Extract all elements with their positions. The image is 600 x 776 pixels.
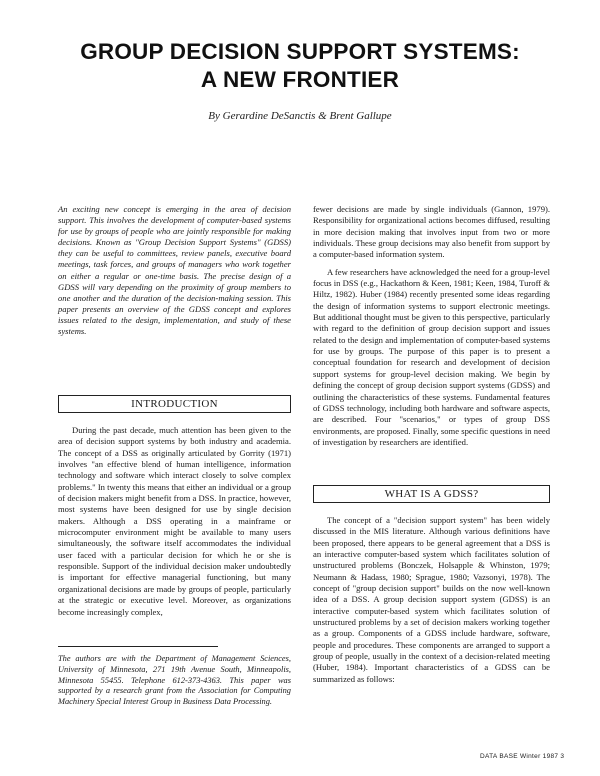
title-line-1: GROUP DECISION SUPPORT SYSTEMS:	[80, 39, 520, 64]
right-paragraph-2: A few researchers have acknowledged the need for a group-level focus in DSS (e.g., Hackathorn & Keen, 1981; Keen, 1984, Turoff & Hiltz, 1982). Huber (1984) recently presented some ideas regarding the design of information systems to support electronic meetings. But additional thought must be given to this perspective, particularly with regard to the definition of group decision support and issues related to the design and implementation of computer-based systems for use by groups. The purpose of this paper is to present a conceptual foundation for research and development of decision support systems for group-level decision making. We begin by defining the concept of group decision support systems (GDSS) and outlining the characteristics of these systems. Fundamental features of GDSS technology, including both hardware and software aspects, are described. Four "scenarios," or types of group DSS environments, are proposed. Finally, some specific questions in need of investigation by researchers are identified.	[313, 266, 550, 447]
section-heading-introduction: INTRODUCTION	[58, 395, 291, 413]
footnote-divider	[58, 646, 218, 647]
right-column-top	[313, 204, 550, 448]
right-paragraph-3: The concept of a "decision support system" has been widely discussed in the MIS literature. Although various definitions have been proposed, there appears to be general agreement that a DSS is an interactive computer-based system which facilitates solution of unstructured problems (Bonczek, Holsapple & Whinston, 1979; Neumann & Hadass, 1980; Sprague, 1980; Vazsonyi, 1978). The concept of "group decision support" builds on the now well-known idea of a DSS. A group decision support system (GDSS) is an interactive computer-based system which facilitates solution of unstructured problems by a set of decision makers working together as a group. Components of a GDSS include hardware, software, people and procedures. These components are arranged to support a group of people, usually in the context of a decision-related meeting (Huber, 1984). Important characteristics of a GDSS can be summarized as follows:	[313, 515, 550, 684]
page-title	[0, 38, 600, 94]
title-line-2: A NEW FRONTIER	[200, 67, 400, 92]
intro-text: During the past decade, much attention has been given to the area of decision support systems by both industry and academia. The concept of a DSS as originally articulated by Gorrity (1971) involves "an effective blend of human intelligence, information technology and software which interact closely to solve complex problems." In twenty this means that either an individual or a group of decision makers might benefit from a DSS. In practice, however, most systems have been designed for use by single decision makers. Although a DSS operating in a mainframe or microcomputer environment might be available to many users simultaneously, the software itself accommodates the individual user faced with a particular decision for which he or she is responsible. Support of the individual decision maker undoubtedly is important for effective managerial functioning, but many organizational decisions are made by groups of people, particularly at the strategic or executive level. Moreover, as organizations become increasingly complex,	[58, 425, 291, 617]
right-paragraph-1: fewer decisions are made by single individuals (Gannon, 1979). Responsibility for organizational actions becomes diffused, resulting in more decision making that involves input from two or more individuals. These group decisions may also benefit from support by a computer-based information system.	[313, 204, 550, 260]
authors-byline: By Gerardine DeSanctis & Brent Gallupe	[208, 110, 392, 122]
author-footnote: The authors are with the Department of Management Sciences, University of Minnesota, 271 19th Avenue South, Minneapolis, Minnesota 55455. Telephone 612-373-4363. This paper was supported by a research grant from the Association for Computing Machinery Special Interest Group in Business Data Processing.	[58, 654, 291, 707]
abstract: An exciting new concept is emerging in the area of decision support. This involves the development of computer-based systems for use by groups of people who are jointly responsible for making decisions. Known as "Group Decision Support Systems" (GDSS) they can be useful to committees, review panels, executive board meetings, task forces, and groups of managers who work together on either a regular or one-time basis. The precise design of a GDSS will vary depending on the proximity of group members to one another and the duration of the decision-making session. This paper presents an overview of the GDSS concept and explores issues related to the design, implementation, and study of these systems.	[58, 204, 291, 337]
right-column-bottom	[313, 515, 550, 685]
introduction-paragraph	[58, 425, 291, 618]
page-footer: DATA BASE Winter 1987 3	[480, 753, 565, 760]
section-heading-what-is-gdss: WHAT IS A GDSS?	[313, 485, 550, 503]
